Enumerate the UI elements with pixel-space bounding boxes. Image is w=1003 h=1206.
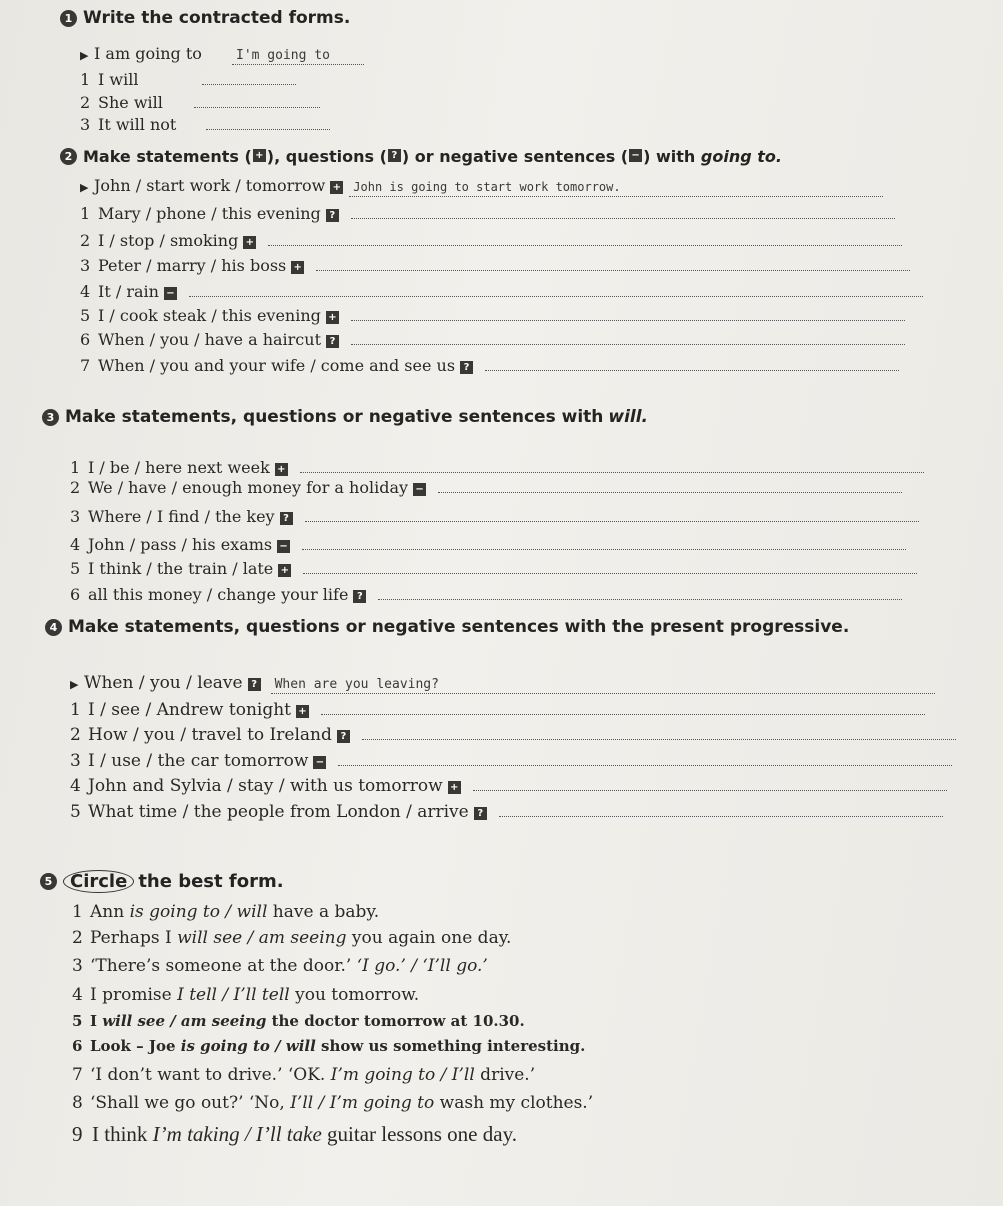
item-text: ‘There’s someone at the door.’ [90, 956, 357, 976]
exercise-title: Make statements, questions or negative sentences with the present progressive. [68, 617, 850, 637]
item-prompt: I / see / Andrew tonight [88, 700, 291, 720]
answer-field[interactable] [378, 583, 902, 600]
answer-field[interactable] [300, 456, 924, 473]
item-number: 4 [70, 776, 81, 796]
ex1-example [80, 44, 364, 65]
answer-field[interactable] [351, 304, 905, 321]
item-text: you tomorrow. [289, 985, 420, 1005]
ex1-example-answer[interactable]: I'm going to [232, 48, 364, 65]
item-prompt: How / you / travel to Ireland [88, 725, 332, 745]
ex1-example-prompt: I am going to [94, 44, 202, 63]
item-number: 6 [80, 330, 91, 349]
item-prompt: When / you and your wife / come and see us [98, 356, 456, 375]
choice-options[interactable]: I’m going to / I’ll [330, 1065, 475, 1085]
answer-field[interactable]: When are you leaving? [271, 677, 935, 694]
item-number: 3 [80, 256, 91, 275]
item-text: ‘I don’t want to drive.’ ‘OK. [90, 1065, 331, 1085]
item-prompt: I / stop / smoking [98, 231, 239, 250]
item-number: 2 [80, 231, 91, 250]
answer-field[interactable] [305, 505, 919, 522]
item-text: ‘Shall we go out?’ ‘No, [90, 1093, 291, 1113]
item-prompt: I will [98, 70, 139, 89]
arrow-icon: ▶ [80, 181, 89, 194]
minus-icon: − [313, 756, 326, 769]
ex5-item [72, 956, 488, 976]
title-part: ), questions ( [266, 147, 387, 166]
title-part: ) with [643, 147, 701, 166]
item-number: 3 [70, 507, 81, 526]
ex5-item [72, 1037, 585, 1055]
answer-field[interactable]: John is going to start work tomorrow. [349, 180, 883, 197]
ex2-item [80, 354, 899, 375]
item-prompt: What time / the people from London / arrive [88, 802, 469, 822]
item-number: 5 [70, 559, 81, 578]
exercise-4 [45, 617, 849, 637]
title-italic: will. [608, 407, 649, 427]
item-text: have a baby. [267, 902, 380, 922]
ex1-item [80, 68, 296, 89]
item-number: 6 [70, 585, 81, 604]
ex1-item [80, 113, 330, 134]
item-number: 1 [70, 700, 81, 720]
question-icon: ? [326, 335, 339, 348]
title-part: ) or negative sentences ( [401, 147, 629, 166]
ex1-item [80, 91, 320, 112]
ex4-item [70, 800, 943, 822]
ex4-item [70, 723, 956, 745]
item-text: you again one day. [346, 928, 512, 948]
item-prompt: I think / the train / late [88, 559, 274, 578]
circled-word: Circle [63, 870, 134, 893]
exercise-2 [60, 147, 782, 166]
choice-options[interactable]: will see / am seeing [102, 1012, 267, 1030]
ex5-item [72, 1122, 517, 1147]
item-number: 2 [72, 928, 83, 948]
answer-field[interactable] [473, 774, 947, 791]
item-prompt: It / rain [98, 282, 159, 301]
item-number: 7 [80, 356, 91, 375]
item-prompt: I / cook steak / this evening [98, 306, 321, 325]
item-text: Ann [90, 902, 130, 922]
plus-icon: + [448, 781, 461, 794]
minus-icon: − [629, 149, 642, 162]
question-icon: ? [280, 512, 293, 525]
minus-icon: − [277, 540, 290, 553]
item-number: 2 [70, 478, 81, 497]
title-italic: going to. [700, 147, 782, 166]
item-prompt: I / be / here next week [88, 458, 270, 477]
answer-field[interactable] [316, 254, 910, 271]
title-part: Make statements ( [83, 147, 252, 166]
exercise-2-heading [60, 147, 782, 166]
item-number: 1 [70, 458, 81, 477]
item-prompt: We / have / enough money for a holiday [88, 478, 409, 497]
ex3-item [70, 505, 919, 526]
item-number: 4 [80, 282, 91, 301]
item-number: 4 [70, 535, 81, 554]
answer-field[interactable] [438, 476, 902, 493]
arrow-icon: ▶ [80, 49, 89, 62]
question-icon: ? [353, 590, 366, 603]
item-number: 1 [80, 204, 91, 223]
item-number: 5 [72, 1012, 83, 1030]
item-prompt: She will [98, 93, 163, 112]
question-icon: ? [388, 149, 401, 162]
exercise-4-heading [45, 617, 849, 637]
item-prompt: Peter / marry / his boss [98, 256, 287, 275]
answer-field[interactable] [189, 280, 923, 297]
item-text: I promise [90, 985, 178, 1005]
plus-icon: + [326, 311, 339, 324]
answer-field[interactable] [499, 800, 943, 817]
ex4-item [70, 774, 947, 796]
question-icon: ? [337, 730, 350, 743]
ex4-item [70, 698, 925, 720]
exercise-5-heading [40, 870, 284, 893]
answer-field[interactable] [351, 328, 905, 345]
item-text: guitar lessons one day. [321, 1122, 517, 1146]
exercise-1-heading [60, 8, 350, 28]
item-prompt: When / you / leave [84, 673, 243, 693]
answer-field[interactable] [338, 749, 952, 766]
ex2-item [80, 202, 895, 223]
choice-options[interactable]: is going to / will [129, 902, 268, 922]
item-number: 3 [70, 751, 81, 771]
choice-options[interactable]: I’ll / I’m going to [290, 1093, 435, 1113]
answer-field[interactable] [302, 533, 906, 550]
exercise-number: 2 [60, 148, 77, 165]
exercise-title: Make statements, questions or negative sentences with [65, 407, 604, 427]
answer-field[interactable] [194, 91, 320, 108]
exercise-title: the best form. [138, 871, 284, 892]
ex2-item [80, 328, 905, 349]
choice-options[interactable]: I tell / I’ll tell [177, 985, 290, 1005]
item-prompt: John / start work / tomorrow [94, 176, 326, 195]
choice-options[interactable]: ‘I go.’ / ‘I’ll go.’ [356, 956, 488, 976]
ex3-item [70, 476, 902, 497]
exercise-number: 5 [40, 873, 57, 890]
ex3-item [70, 456, 924, 477]
ex3-item [70, 533, 906, 554]
plus-icon: + [243, 236, 256, 249]
item-number: 7 [72, 1065, 83, 1085]
minus-icon: − [164, 287, 177, 300]
choice-options[interactable]: will see / am seeing [177, 928, 347, 948]
item-number: 3 [80, 115, 91, 134]
ex5-item [72, 1065, 535, 1085]
question-icon: ? [248, 678, 261, 691]
item-text: I [90, 1012, 103, 1030]
answer-field[interactable] [206, 113, 330, 130]
item-number: 6 [72, 1037, 83, 1055]
item-number: 1 [80, 70, 91, 89]
ex2-item [80, 280, 923, 301]
item-number: 3 [72, 956, 83, 976]
answer-field[interactable] [351, 202, 895, 219]
ex3-item [70, 583, 902, 604]
item-text: Perhaps I [90, 928, 178, 948]
item-number: 9 [72, 1122, 83, 1146]
ex5-item [72, 1093, 593, 1113]
item-number: 8 [72, 1093, 83, 1113]
exercise-number: 1 [60, 10, 77, 27]
item-text: show us something interesting. [315, 1037, 586, 1055]
item-number: 2 [80, 93, 91, 112]
ex2-example [80, 176, 883, 197]
exercise-5 [40, 870, 284, 893]
plus-icon: + [291, 261, 304, 274]
minus-icon: − [413, 483, 426, 496]
plus-icon: + [275, 463, 288, 476]
answer-field[interactable] [485, 354, 899, 371]
question-icon: ? [474, 807, 487, 820]
plus-icon: + [253, 149, 266, 162]
item-prompt: Mary / phone / this evening [98, 204, 321, 223]
exercise-3-heading [42, 407, 648, 427]
item-text: drive.’ [474, 1065, 536, 1085]
item-text: wash my clothes.’ [434, 1093, 594, 1113]
answer-field[interactable] [303, 557, 917, 574]
arrow-icon: ▶ [70, 678, 79, 691]
item-text: Look – Joe [90, 1037, 181, 1055]
item-number: 4 [72, 985, 83, 1005]
ex2-item [80, 304, 905, 325]
item-prompt: When / you / have a haircut [98, 330, 321, 349]
choice-options[interactable]: is going to / will [180, 1037, 316, 1055]
answer-field[interactable] [202, 68, 296, 85]
answer-field[interactable] [268, 229, 902, 246]
item-prompt: John and Sylvia / stay / with us tomorrow [88, 776, 443, 796]
item-number: 1 [72, 902, 83, 922]
item-prompt: It will not [98, 115, 177, 134]
plus-icon: + [330, 181, 343, 194]
ex2-item [80, 229, 902, 250]
item-prompt: I / use / the car tomorrow [88, 751, 309, 771]
item-prompt: Where / I find / the key [88, 507, 275, 526]
plus-icon: + [296, 705, 309, 718]
item-prompt: all this money / change your life [88, 585, 349, 604]
item-number: 5 [70, 802, 81, 822]
item-number: 2 [70, 725, 81, 745]
ex4-item [70, 749, 952, 771]
exercise-1 [60, 8, 350, 28]
ex4-example [70, 673, 935, 694]
item-text: the doctor tomorrow at 10.30. [266, 1012, 525, 1030]
ex5-item [72, 928, 511, 948]
exercise-number: 3 [42, 409, 59, 426]
ex5-item [72, 902, 379, 922]
ex3-item [70, 557, 917, 578]
plus-icon: + [278, 564, 291, 577]
ex5-item [72, 985, 419, 1005]
exercise-3 [42, 407, 648, 427]
item-number: 5 [80, 306, 91, 325]
exercise-title: Write the contracted forms. [83, 8, 351, 28]
exercise-number: 4 [45, 619, 62, 636]
question-icon: ? [460, 361, 473, 374]
item-prompt: John / pass / his exams [88, 535, 273, 554]
answer-field[interactable] [362, 723, 956, 740]
ex5-item [72, 1012, 525, 1030]
question-icon: ? [326, 209, 339, 222]
choice-options[interactable]: I’m taking / I’ll take [152, 1122, 322, 1146]
ex2-item [80, 254, 910, 275]
answer-field[interactable] [321, 698, 925, 715]
item-text: I think [92, 1122, 153, 1146]
